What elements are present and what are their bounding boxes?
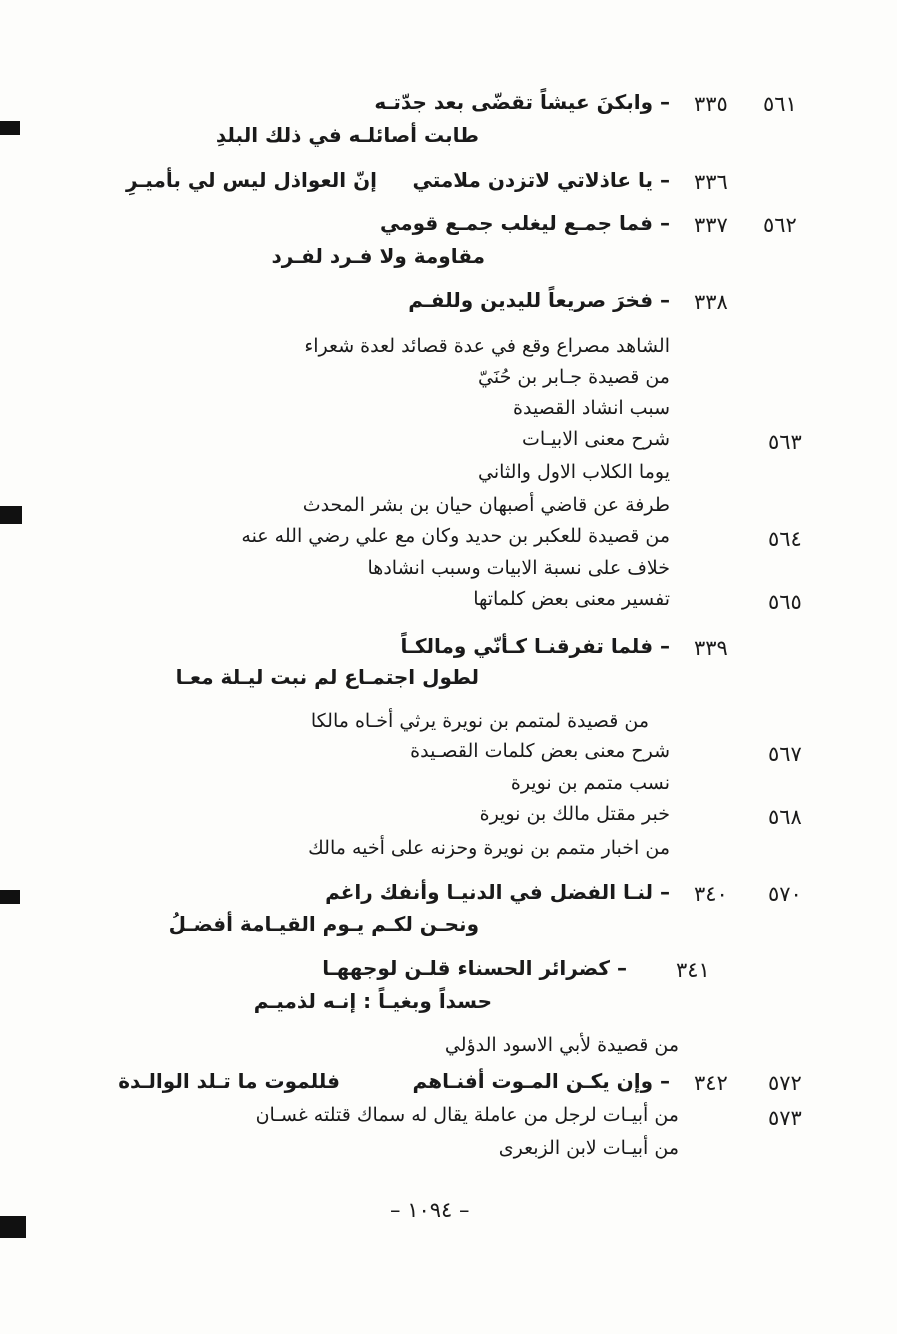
verse-line: إنّ العواذل ليس لي بأميـرِ	[126, 168, 377, 192]
verse-line: حسداً وبغيـاً : إنـه لذميـم	[253, 989, 492, 1013]
verse-line: – يا عاذلاتي لاتزدن ملامتي	[412, 168, 670, 192]
page-ref: ٥٧٢	[768, 1071, 802, 1095]
verse-line: – فلما تفرقنـا كـأنّي ومالكـاً	[400, 634, 670, 658]
verse-line: – لنـا الفضل في الدنيـا وأنفك راغم	[325, 880, 670, 904]
note-line: يوما الكلاب الاول والثاني	[478, 461, 670, 483]
note-line: تفسير معنى بعض كلماتها	[473, 588, 670, 610]
verse-number: ٣٤٠	[694, 882, 728, 906]
verse-line: – كضرائر الحسناء قلـن لوجههـا	[322, 956, 627, 980]
page-ref: ٥٧٣	[768, 1106, 802, 1130]
verse-number: ٣٣٩	[694, 636, 728, 660]
note-line: الشاهد مصراع وقع في عدة قصائد لعدة شعراء	[304, 335, 670, 357]
verse-line: ونحـن لكـم يـوم القيـامة أفضـلُ	[168, 912, 479, 936]
note-line: من أبيـات لرجل من عاملة يقال له سماك قتلته غسـان	[255, 1104, 679, 1126]
scan-edge-mark	[0, 1216, 26, 1238]
verse-number: ٣٣٥	[694, 92, 728, 116]
note-line: خلاف على نسبة الابيات وسبب انشادها	[367, 557, 670, 579]
page-ref: ٥٦٧	[768, 742, 802, 766]
note-line: نسب متمم بن نويرة	[510, 772, 670, 794]
page-ref: ٥٦٤	[768, 527, 802, 551]
note-line: شرح معنى بعض كلمات القصـيدة	[410, 740, 670, 762]
page-ref: ٥٦٨	[768, 805, 802, 829]
verse-number: ٣٣٧	[694, 213, 728, 237]
verse-line: – فما جمـع ليغلب جمـع قومي	[379, 211, 670, 235]
scan-edge-mark	[0, 506, 22, 524]
page-ref: ٥٦٥	[768, 590, 802, 614]
verse-number: ٣٣٦	[694, 170, 728, 194]
verse-line: فللموت ما تـلد الوالـدة	[118, 1069, 340, 1093]
verse-number: ٣٤١	[676, 958, 710, 982]
page-ref: ٥٦٢	[763, 213, 797, 237]
verse-line: – وإن يكـن المـوت أفنـاهم	[412, 1069, 670, 1093]
note-line: من قصيدة لأبي الاسود الدؤلي	[444, 1034, 679, 1056]
scan-edge-mark	[0, 890, 20, 904]
note-line: من أبيـات لابن الزبعرى	[498, 1137, 679, 1159]
page-number: – ١٠٩٤ –	[390, 1198, 470, 1222]
page-ref: ٥٦١	[763, 92, 797, 116]
verse-number: ٣٣٨	[694, 290, 728, 314]
verse-line: – فخرَ صريعاً لليدين وللفـم	[408, 288, 670, 312]
note-line: من قصيدة للعكبر بن حديد وكان مع علي رضي الله عنه	[241, 525, 670, 547]
verse-line: – وابكنَ عيشاً تقضّى بعد جدّتـه	[374, 90, 670, 114]
page-ref: ٥٧٠	[768, 882, 802, 906]
note-line: شرح معنى الابيـات	[521, 428, 670, 450]
note-line: من قصيدة لمتمم بن نويرة يرثي أخـاه مالكا	[310, 710, 649, 732]
verse-number: ٣٤٢	[694, 1071, 728, 1095]
verse-line: مقاومة ولا فـرد لفـرد	[271, 244, 485, 268]
note-line: من اخبار متمم بن نويرة وحزنه على أخيه مالك	[308, 837, 670, 859]
verse-line: لطول اجتمـاع لم نبت ليـلة معـا	[175, 665, 479, 689]
note-line: خبر مقتل مالك بن نويرة	[479, 803, 670, 825]
note-line: من قصيدة جـابر بن حُنَيّ	[478, 366, 670, 388]
scan-edge-mark	[0, 121, 20, 135]
page-ref: ٥٦٣	[768, 430, 802, 454]
verse-line: طابت أصائلـه في ذلك البلدِ	[215, 123, 479, 147]
note-line: سبب انشاد القصيدة	[513, 397, 670, 419]
note-line: طرفة عن قاضي أصبهان حيان بن بشر المحدث	[302, 494, 670, 516]
